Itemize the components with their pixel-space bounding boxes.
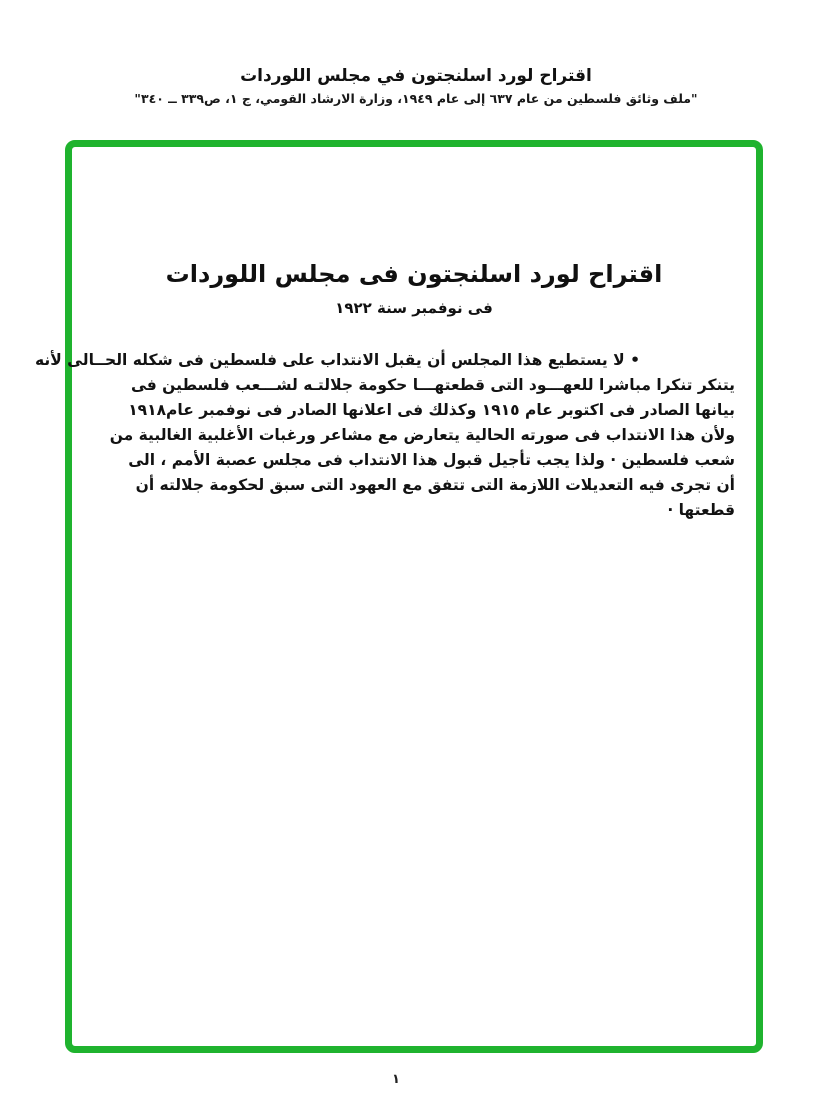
paragraph-line: أن تجرى فيه التعديلات اللازمة التى تتفق مع العهود التى سبق لحكومة جلالته أن xyxy=(135,476,735,494)
source-citation: "ملف وثائق فلسطين من عام ٦٣٧ إلى عام ١٩٤٩، وزارة الارشاد القومي، ج ١، ص٣٣٩ ــ ٣٤٠" xyxy=(134,91,698,106)
paragraph-line: قطعتها · xyxy=(667,501,735,519)
paragraph-line: يتنكر تنكرا مباشرا للعهـــود التى قطعتهـــا حكومة جلالتـه لشـــعب فلسطين فى xyxy=(130,376,735,394)
page-footer xyxy=(336,1072,456,1087)
page-header xyxy=(0,66,832,106)
page-number: ١ xyxy=(392,1072,400,1087)
paragraph-line: بيانها الصادر فى اكتوبر عام ١٩١٥ وكذلك فى اعلانها الصادر فى نوفمبر عام١٩١٨ xyxy=(128,401,735,419)
paragraph-line: شعب فلسطين · ولذا يجب تأجيل قبول هذا الانتداب فى مجلس عصبة الأمم ، الى xyxy=(128,451,735,469)
document-subtitle: فى نوفمبر سنة ١٩٢٢ xyxy=(335,299,493,317)
paragraph-line: ولأن هذا الانتداب فى صورته الحالية يتعارض مع مشاعر ورغبات الأغلبية الغالبية من xyxy=(109,426,735,444)
document-paragraph xyxy=(34,348,735,523)
document-title: اقتراح لورد اسلنجتون فى مجلس اللوردات xyxy=(165,260,663,288)
document-frame xyxy=(34,140,763,1053)
paragraph-line: • لا يستطيع هذا المجلس أن يقبل الانتداب على فلسطين فى شكله الحــالى لأنه xyxy=(34,351,640,369)
header-title: اقتراح لورد اسلنجتون في مجلس اللوردات xyxy=(240,66,592,86)
